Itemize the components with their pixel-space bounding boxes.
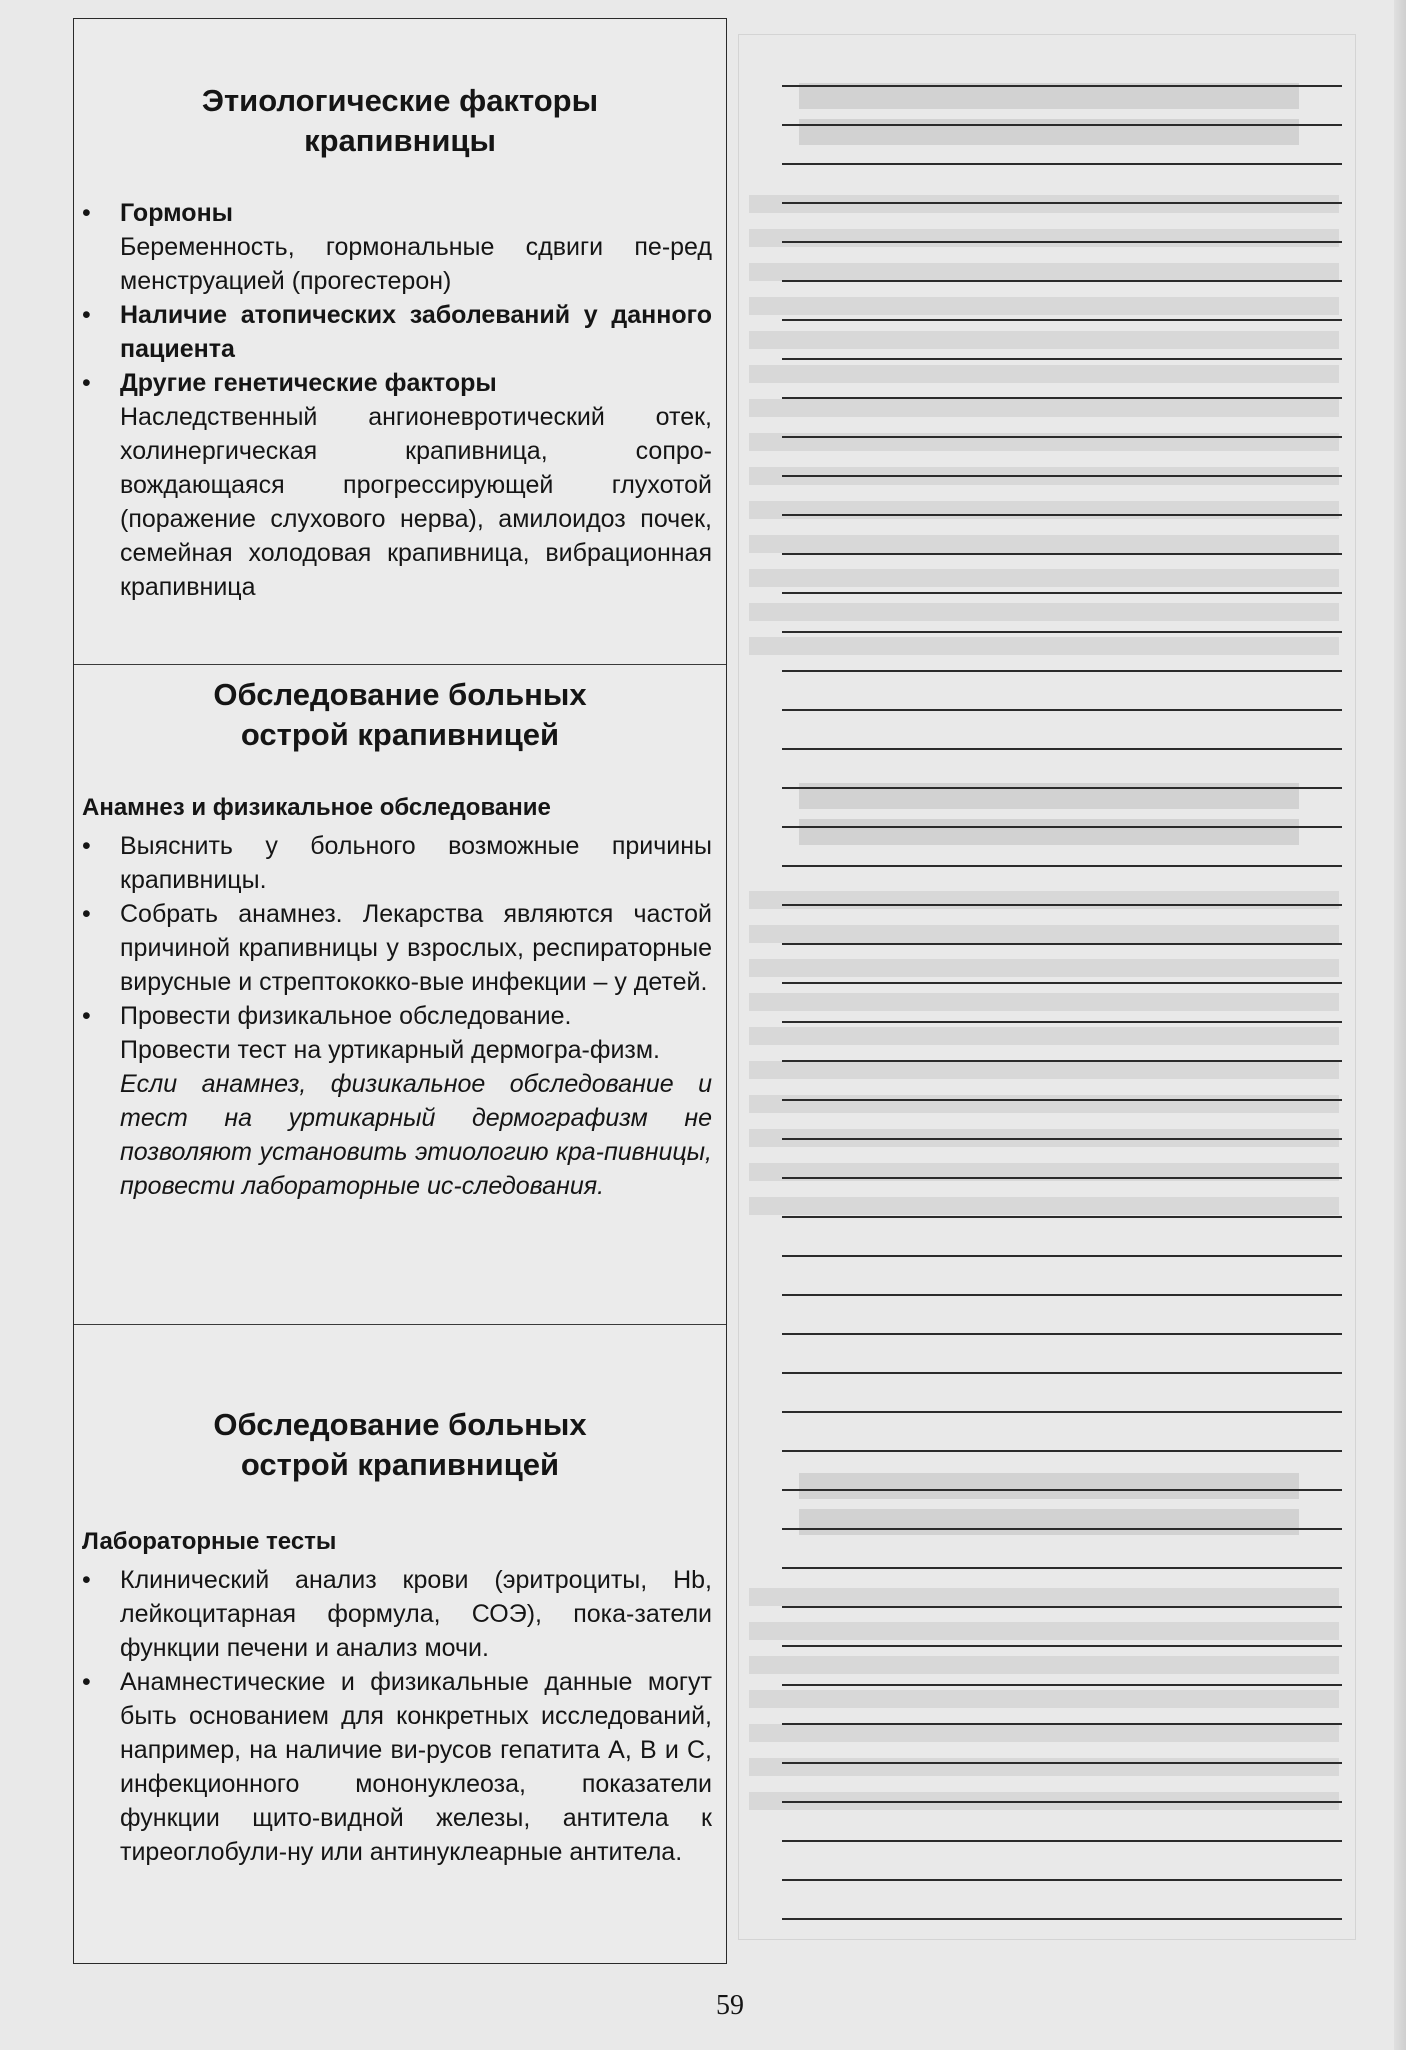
page-number: 59 — [716, 1990, 744, 2021]
subheading: Лабораторные тесты — [82, 1528, 337, 1555]
right-column-notes — [738, 34, 1356, 1940]
list-item: • Провести физикальное обследование. Провести тест на уртикарный дермогра-физм. Если анамнез, физикальное обследование и тест на уртикарный дермографизм не позволяют установить этиологию кра-пивницы, провести лабораторные ис-следования. — [82, 999, 712, 1203]
subheading: Анамнез и физикальное обследование — [82, 794, 551, 821]
section-etiology — [74, 19, 726, 665]
list-item: • Другие генетические факторы Наследственный ангионевротический отек, холинергическая крапивница, сопро-вождающаяся прогрессирующей глухотой (поражение слухового нерва), амилоидоз почек, семейная холодовая крапивница, вибрационная крапивница — [82, 366, 712, 604]
list-item: • Собрать анамнез. Лекарства являются частой причиной крапивницы у взрослых, респираторные вирусные и стрептококко-вые инфекции – у детей. — [82, 897, 712, 999]
section-title: Обследование больных острой крапивницей — [213, 1407, 587, 1482]
list-item: • Клинический анализ крови (эритроциты, Hb, лейкоцитарная формула, СОЭ), пока-затели функции печени и анализ мочи. — [82, 1563, 712, 1665]
scan-edge — [1394, 0, 1406, 2050]
section-title: Обследование больных острой крапивницей — [213, 677, 587, 752]
list-item: • Наличие атопических заболеваний у данного пациента — [82, 298, 712, 366]
bullet-list — [82, 829, 712, 1203]
bullet-list — [82, 1563, 712, 1869]
left-column — [73, 18, 727, 1964]
bullet-list — [82, 196, 712, 604]
section-title: Этиологические факторы крапивницы — [201, 83, 599, 158]
section-acute-exam-history — [74, 665, 726, 1325]
list-item: • Анамнестические и физикальные данные могут быть основанием для конкретных исследований, например, на наличие ви-русов гепатита А, В и С, инфекционного мононуклеоза, показатели функции щито-видной железы, антитела к тиреоглобули-ну или антинуклеарные антитела. — [82, 1665, 712, 1869]
writing-lines — [782, 48, 1342, 1928]
list-item: • Гормоны Беременность, гормональные сдвиги пе-ред менструацией (прогестерон) — [82, 196, 712, 298]
section-acute-exam-lab — [74, 1325, 726, 1965]
list-item: • Выяснить у больного возможные причины крапивницы. — [82, 829, 712, 897]
